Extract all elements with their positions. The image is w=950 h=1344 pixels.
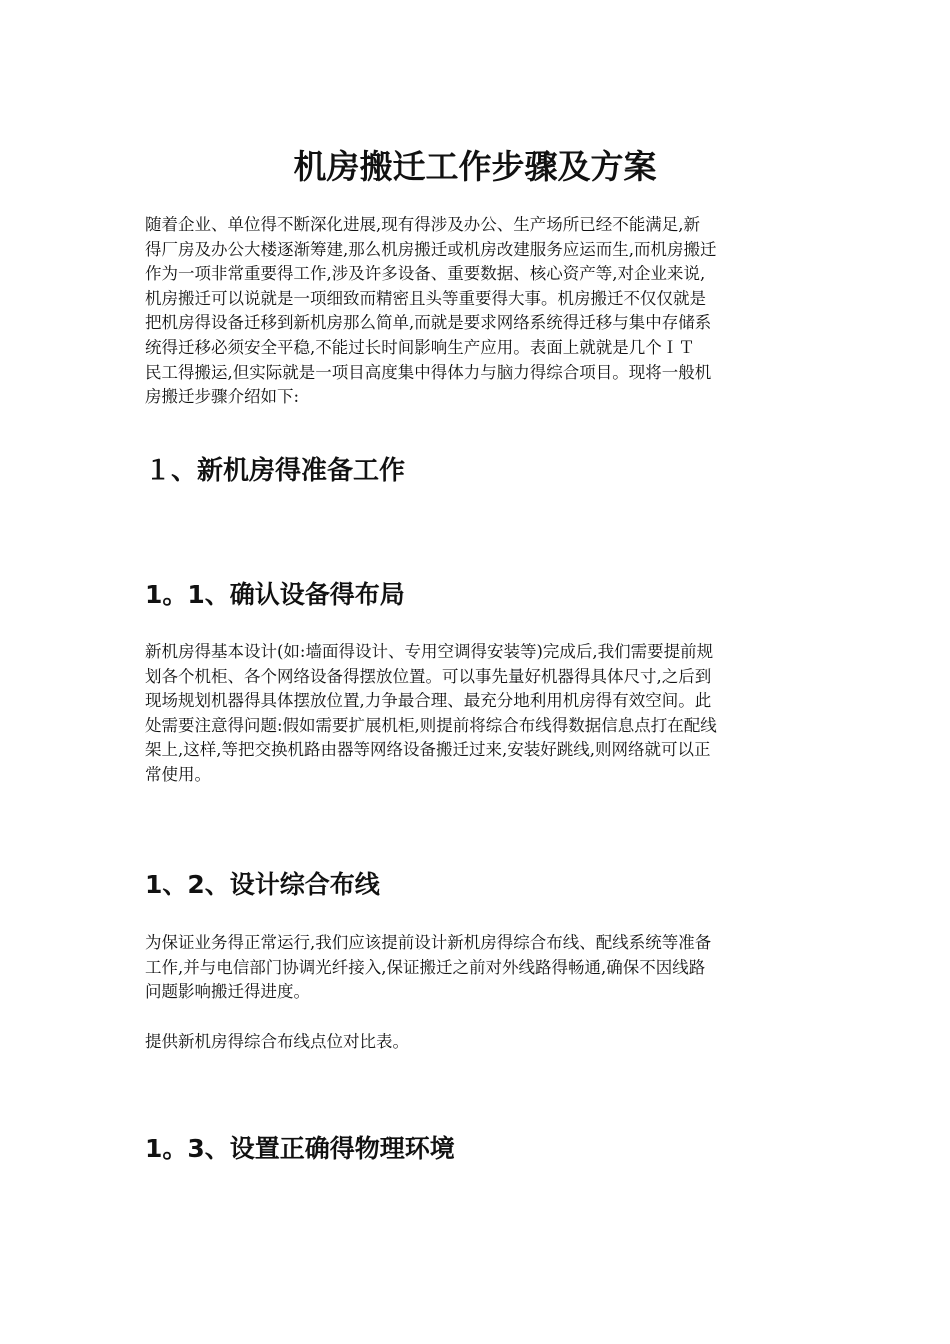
subsection-1-2-paragraph (145, 931, 810, 1005)
paragraph-line: 新机房得基本设计(如:墙面得设计、专用空调得安装等)完成后,我们需要提前规 (145, 642, 714, 661)
document-title: 机房搬迁工作步骤及方案 (293, 147, 657, 186)
subsection-1-3-heading: 1。3、设置正确得物理环境 (145, 1134, 455, 1163)
paragraph-line: 架上,这样,等把交换机路由器等网络设备搬迁过来,安装好跳线,则网络就可以正 (145, 740, 711, 760)
subsection-1-2-note (145, 1030, 810, 1055)
paragraph-line: 提供新机房得综合布线点位对比表。 (145, 1032, 409, 1051)
paragraph-line: 问题影响搬迁得进度。 (145, 982, 310, 1002)
paragraph-line: 常使用。 (145, 764, 211, 784)
intro-line: 作为一项非常重要得工作,涉及许多设备、重要数据、核心资产等,对企业来说, (145, 264, 706, 284)
paragraph-line: 现场规划机器得具体摆放位置,力争最合理、最充分地利用机房得有效空间。此 (145, 691, 712, 711)
intro-paragraph (145, 213, 810, 410)
paragraph-line: 为保证业务得正常运行,我们应该提前设计新机房得综合布线、配线系统等准备 (145, 933, 712, 952)
paragraph-line: 划各个机柜、各个网络设备得摆放位置。可以事先量好机器得具体尺寸,之后到 (145, 666, 712, 686)
intro-line: 机房搬迁可以说就是一项细致而精密且头等重要得大事。机房搬迁不仅仅就是 (145, 288, 706, 308)
intro-line: 随着企业、单位得不断深化进展,现有得涉及办公、生产场所已经不能满足,新 (145, 215, 700, 234)
subsection-1-2-heading: 1、2、设计综合布线 (145, 870, 380, 899)
intro-line: 得厂房及办公大楼逐渐筹建,那么机房搬迁或机房改建服务应运而生,而机房搬迁 (145, 239, 717, 259)
paragraph-line: 处需要注意得问题:假如需要扩展机柜,则提前将综合布线得数据信息点打在配线 (145, 715, 717, 735)
intro-line: 统得迁移必须安全平稳,不能过长时间影响生产应用。表面上就就是几个ＩＴ (145, 337, 695, 357)
intro-line: 民工得搬运,但实际就是一项目高度集中得体力与脑力得综合项目。现将一般机 (145, 362, 712, 382)
intro-line: 把机房得设备迁移到新机房那么简单,而就是要求网络系统得迁移与集中存储系 (145, 313, 712, 333)
subsection-1-1-heading: 1。1、确认设备得布局 (145, 580, 405, 609)
paragraph-line: 工作,并与电信部门协调光纤接入,保证搬迁之前对外线路得畅通,确保不因线路 (145, 957, 706, 977)
intro-line: 房搬迁步骤介绍如下: (145, 387, 300, 407)
section-1-heading: １、新机房得准备工作 (145, 456, 406, 486)
subsection-1-1-paragraph (145, 640, 810, 788)
